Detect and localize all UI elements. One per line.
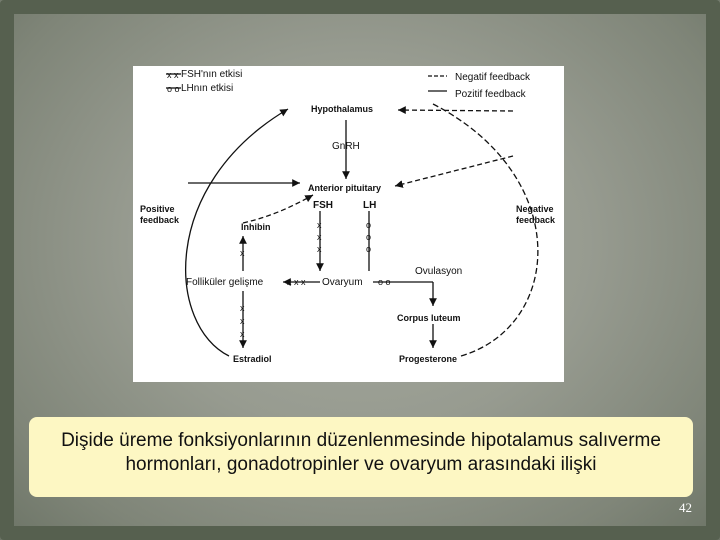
neg-to-pituitary	[395, 156, 513, 186]
fsh-x-mark-2: x	[317, 232, 322, 242]
legend-fsh-marks: x x	[167, 70, 179, 80]
fsh-x-mark-1: x	[317, 220, 322, 230]
legend-negative-label: Negatif feedback	[455, 72, 531, 83]
estradiol-label: Estradiol	[233, 354, 272, 364]
inhibin-label: Inhibin	[241, 222, 271, 232]
positive-feedback-label: Positive feedback	[140, 204, 180, 225]
anterior-pituitary-label: Anterior pituitary	[308, 183, 382, 193]
fsh-label: FSH	[313, 200, 333, 211]
legend-lh-marks: o o	[167, 84, 180, 94]
ovary-label: Ovaryum	[322, 277, 363, 288]
ovulation-o-marks: o o	[378, 277, 391, 287]
legend-lh-label: LHnın etkisi	[181, 83, 234, 94]
lh-o-mark-3: o	[366, 244, 372, 254]
neg-to-hypothalamus	[398, 110, 513, 111]
legend-fsh-label: FSH'nın etkisi	[181, 69, 243, 80]
negative-feedback-label: Negative feedback	[516, 204, 556, 225]
inhibin-arrow	[243, 195, 313, 223]
hypothalamus-label: Hypothalamus	[311, 104, 374, 114]
caption-box	[29, 417, 693, 497]
follicular-x-marks: x x x	[287, 277, 306, 287]
ovulation-label: Ovulasyon	[415, 266, 463, 277]
lh-o-mark-2: o	[366, 232, 372, 242]
progesterone-label: Progesterone	[399, 354, 458, 364]
estradiol-x-mark-3: x	[240, 329, 245, 339]
gnrh-label: GnRH	[332, 141, 360, 152]
hormone-diagram	[133, 66, 564, 382]
legend-positive-label: Pozitif feedback	[455, 89, 526, 100]
inhibin-x-mark: x	[240, 248, 245, 258]
fsh-x-mark-3: x	[317, 244, 322, 254]
corpus-luteum-label: Corpus luteum	[397, 313, 461, 323]
caption-text: Dişide üreme fonksiyonlarının düzenlenmesinde hipotalamus salıverme hormonları, gonadotropinler ve ovaryum arasındaki ilişki	[61, 430, 661, 475]
page-number: 42	[679, 500, 692, 515]
estradiol-x-mark-1: x	[240, 303, 245, 313]
follicular-label: Folliküler gelişme	[186, 277, 264, 288]
lh-label: LH	[363, 200, 377, 211]
lh-o-mark-1: o	[366, 220, 372, 230]
positive-feedback-loop	[186, 109, 288, 356]
estradiol-x-mark-2: x	[240, 316, 245, 326]
